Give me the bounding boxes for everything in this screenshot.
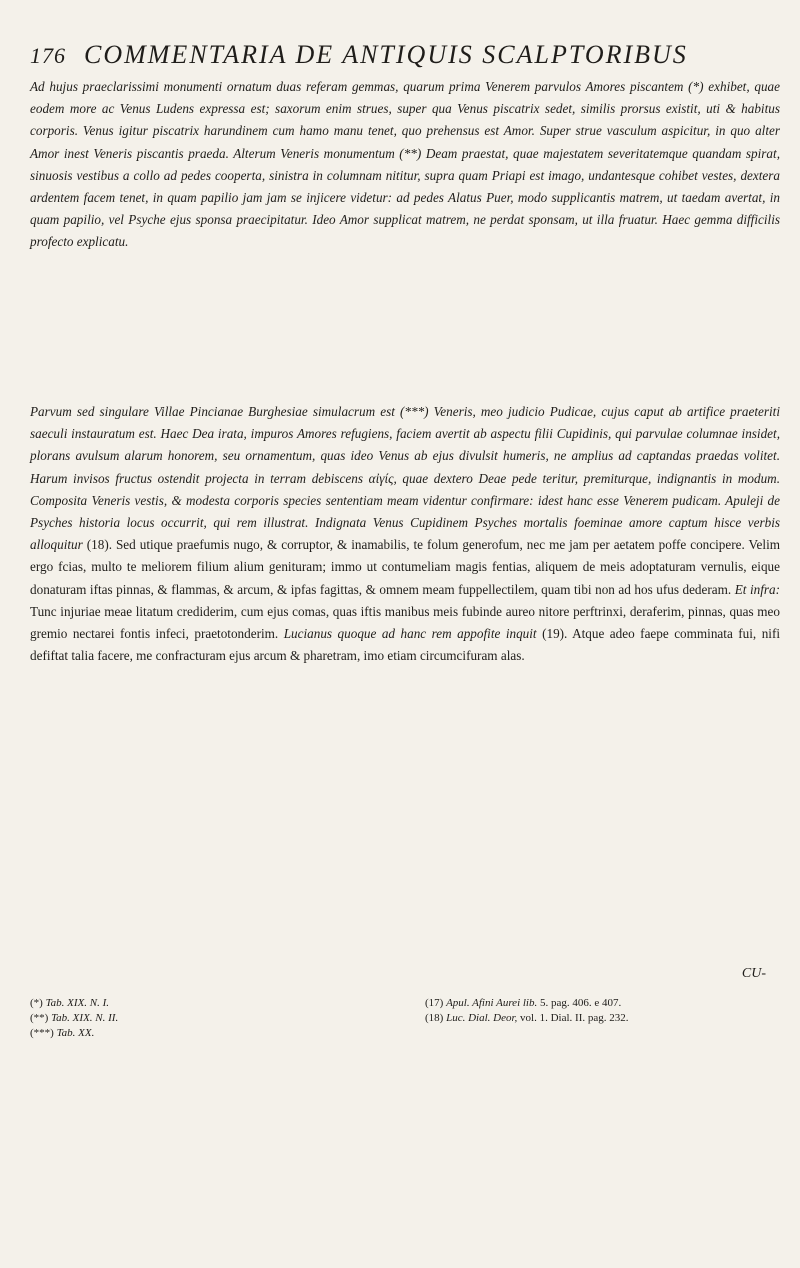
footnotes-left	[30, 996, 385, 1041]
footnote	[30, 1026, 385, 1041]
running-title: COMMENTARIA DE ANTIQUIS SCALPTORIBUS	[84, 40, 688, 69]
footnote-source: Luc. Dial. Deor,	[446, 1012, 518, 1024]
footnotes-right	[385, 996, 780, 1041]
paragraph-2	[30, 401, 780, 667]
footnote	[30, 996, 385, 1011]
footnotes	[30, 996, 780, 1041]
paragraph-2-italic-b: Et infra:	[734, 581, 780, 597]
footnote-mark: (***)	[30, 1027, 54, 1039]
catchword: CU-	[741, 966, 766, 981]
footnote-source: Apul. Afini Aurei lib.	[446, 997, 538, 1009]
footnote-mark: (*)	[30, 997, 43, 1009]
page-header	[30, 40, 780, 70]
footnote-text: Tab. XIX. N. I.	[45, 997, 110, 1009]
paragraph-2-italic-a: Parvum sed singulare Villae Pincianae Burghesiae simulacrum est (***) Veneris, meo judicio Pudicae, cujus caput ab artifice praeteriti saeculi instauratum est. Haec Dea irata, impuros Amores refugiens, faciem avertit ab aspectu filii Cupidinis, qui parvulae columnae insidet, plorans avulsum alarum honorem, seu ornamentum, quas ideo Venus ab ejus divulsit humeris, ne amplius ad captandas praedas volitet. Harum invisos fructus ostendit projecta in terram debiscens αἰγίς, quae dextero Deae pede teritur, premiturque, indignantis in modum. Composita Veneris vestis, & modesta corporis species sententiam meam videntur confirmare: idest hanc esse Venerem pudicam. Apuleji de Psyches historia locus occurrit, qui rem illustrat. Indignata Venus Cupidinem Psyches mortalis foeminae amore captum hisce verbis alloquitur	[30, 404, 780, 553]
footnote-mark: (17)	[425, 997, 444, 1009]
paragraph-1: Ad hujus praeclarissimi monumenti ornatum duas referam gemmas, quarum prima Venerem parvulos Amores piscantem (*) exhibet, quae eodem more ac Venus Ludens expressa est; saxorum enim strues, super qua Venus piscatrix sedet, similis prorsus existit, uti & habitus corporis. Venus igitur piscatrix harundinem cum hamo manu tenet, quo prehensus est Amor. Super strue vasculum aspicitur, in quo alter Amor inest Veneris piscantis praeda. Alterum Veneris monumentum (**) Deam praestat, quae majestatem severitatemque quandam spirat, sinuosis vestibus a collo ad pedes cooperta, sinistra in columnam nititur, supra quam Priapi est imago, undantesque cohibet vestes, dextera ardentem facem tenet, in quam papilio jam jam se injicere videtur: ad pedes Alatus Puer, modo supplicantis matrem, ut taedam avertat, in quam papilio, vel Psyche ejus sponsa praecipitatur. Ideo Amor supplicat matrem, ne perdat sponsam, ut illa fruatur. Haec gemma difficilis profecto explicatu.	[30, 79, 780, 250]
paragraph-2-roman-c: (19). Atque adeo faepe comminata fui, nifi defiftat talia facere, me confracturam ejus arcum & pharetram, imo etiam circumcifuram alas.	[30, 626, 781, 664]
footnote-pages: 5. pag. 406. e 407.	[540, 997, 622, 1009]
footnote-text: Tab. XX.	[56, 1027, 95, 1039]
page-number: 176	[30, 43, 66, 68]
footnote-pages: vol. 1. Dial. II. pag. 232.	[520, 1012, 629, 1024]
footnote-mark: (**)	[30, 1012, 49, 1024]
footnote-text: Tab. XIX. N. II.	[51, 1012, 119, 1024]
footnote	[425, 996, 780, 1011]
paragraph-2-roman-b: Tunc injuriae meae litatum crediderim, cum ejus comas, quas iftis manibus meis fubinde aureo nitore perftrinxi, deraferim, pinnas, quas meo gremio nectarei fontis infeci, praetotonderim.	[30, 603, 780, 642]
footnote	[425, 1011, 780, 1026]
paragraph-2-italic-c: Lucianus quoque ad hanc rem appofite inquit	[283, 626, 537, 642]
footnote	[30, 1011, 385, 1026]
footnote-mark: (18)	[425, 1012, 444, 1024]
paragraph-2-roman-a: (18). Sed utique praefumis nugo, & corruptor, & inamabilis, te folum generofum, nec me jam per aetatem poffe concipere. Velim ergo fcias, multo te meliorem filium alium genituram; immo ut contumeliam magis fentias, aliquem de meis adoptaturam vernulis, eique donaturam iftas pinnas, & flammas, & arcum, & ipfas fagittas, & omnem meam fuppellectilem, quam tibi non ad hos ufus dederam.	[30, 537, 780, 597]
